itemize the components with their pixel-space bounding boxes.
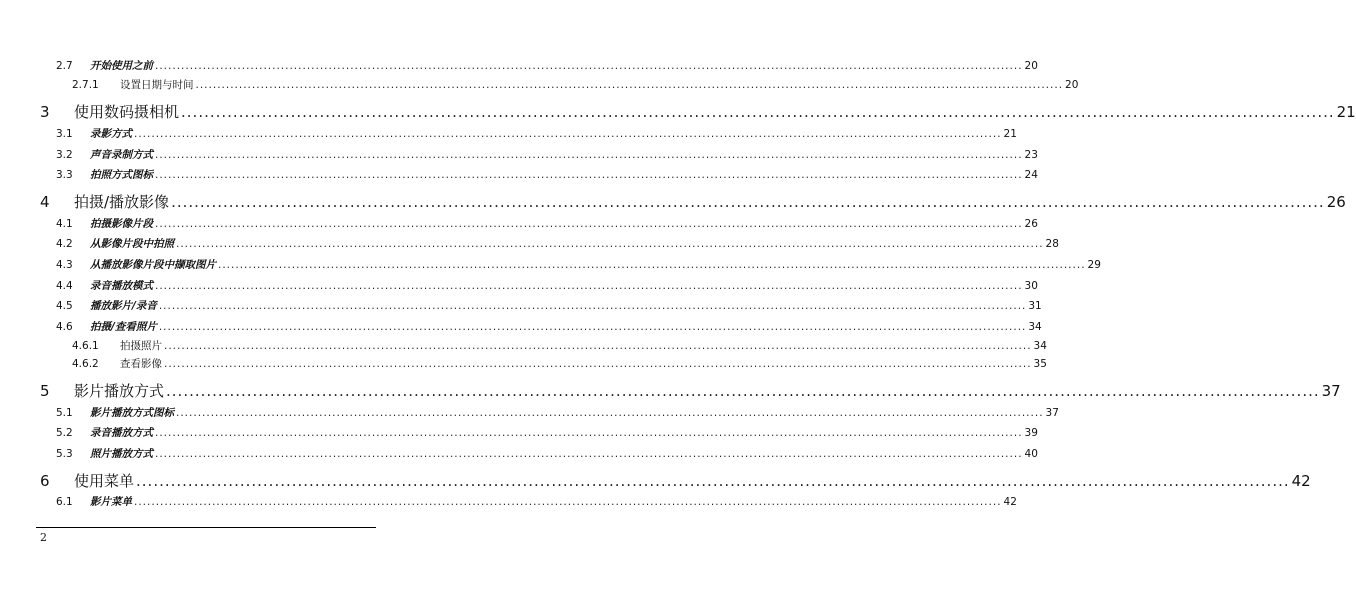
toc-entry-number: 4.2 — [56, 238, 73, 250]
toc-entry-page: 31 — [1028, 300, 1042, 312]
toc-entry[interactable] — [56, 167, 1038, 182]
toc-entry[interactable] — [56, 319, 1042, 334]
toc-entry-number: 2.7 — [56, 60, 73, 72]
toc-leader-dots: ........................................................................................................................................................................................................ — [136, 472, 1290, 490]
toc-entry-number: 5.1 — [56, 407, 73, 419]
toc-entry-title: 拍摄/播放影像 — [74, 193, 170, 211]
toc-entry-title: 开始使用之前 — [90, 60, 153, 72]
toc-entry[interactable] — [72, 77, 1079, 92]
toc-entry-page: 28 — [1045, 238, 1059, 250]
toc-leader-dots: ........................................................................................................................................................................................................ — [171, 193, 1325, 211]
toc-entry[interactable] — [56, 298, 1042, 313]
footer-divider — [36, 527, 376, 528]
toc-entry[interactable] — [40, 380, 1341, 401]
toc-entry[interactable] — [56, 446, 1038, 461]
toc-entry-page: 26 — [1024, 218, 1038, 230]
toc-entry[interactable] — [56, 278, 1038, 293]
toc-entry[interactable] — [72, 356, 1047, 371]
toc-leader-dots: ........................................................................................................................................................................................................ — [155, 60, 1023, 72]
toc-entry-page: 21 — [1003, 128, 1017, 140]
toc-entry-page: 24 — [1024, 169, 1038, 181]
toc-entry-number: 4.6.2 — [72, 358, 99, 370]
toc-entry[interactable] — [56, 494, 1017, 509]
toc-entry[interactable] — [56, 405, 1059, 420]
toc-entry-title: 使用菜单 — [74, 472, 135, 490]
toc-entry-title: 影片播放方式图标 — [90, 407, 174, 419]
toc-entry[interactable] — [56, 147, 1038, 162]
toc-leader-dots: ........................................................................................................................................................................................................ — [181, 103, 1335, 121]
toc-entry-page: 35 — [1033, 358, 1047, 370]
toc-entry-page: 23 — [1024, 149, 1038, 161]
toc-entry[interactable] — [72, 338, 1047, 353]
toc-leader-dots: ........................................................................................................................................................................................................ — [164, 340, 1032, 352]
toc-entry-page: 29 — [1087, 259, 1101, 271]
toc-leader-dots: ........................................................................................................................................................................................................ — [155, 169, 1023, 181]
toc-entry-number: 4 — [40, 193, 50, 211]
toc-entry-page: 37 — [1321, 382, 1341, 400]
toc-entry[interactable] — [40, 191, 1346, 212]
toc-entry-title: 设置日期与时间 — [120, 79, 194, 91]
toc-entry[interactable] — [56, 236, 1059, 251]
toc-entry-number: 3.3 — [56, 169, 73, 181]
toc-entry-title: 照片播放方式 — [90, 448, 153, 460]
toc-entry-number: 3 — [40, 103, 50, 121]
toc-leader-dots: ........................................................................................................................................................................................................ — [164, 358, 1032, 370]
toc-entry-number: 4.3 — [56, 259, 73, 271]
toc-entry-number: 4.4 — [56, 280, 73, 292]
toc-entry[interactable] — [56, 257, 1101, 272]
toc-entry-number: 5.3 — [56, 448, 73, 460]
toc-entry-number: 4.5 — [56, 300, 73, 312]
toc-entry-title: 录音播放方式 — [90, 427, 153, 439]
toc-leader-dots: ........................................................................................................................................................................................................ — [155, 280, 1023, 292]
toc-entry-page: 26 — [1326, 193, 1346, 211]
toc-entry[interactable] — [40, 101, 1356, 122]
toc-entry-number: 6.1 — [56, 496, 73, 508]
toc-entry-number: 3.1 — [56, 128, 73, 140]
toc-entry-page: 34 — [1033, 340, 1047, 352]
toc-entry-title: 拍照方式图标 — [90, 169, 153, 181]
toc-entry-page: 37 — [1045, 407, 1059, 419]
toc-entry-number: 4.6.1 — [72, 340, 99, 352]
toc-entry-page: 21 — [1336, 103, 1356, 121]
toc-leader-dots: ........................................................................................................................................................................................................ — [155, 427, 1023, 439]
toc-entry-title: 录影方式 — [90, 128, 132, 140]
toc-entry-title: 从影像片段中拍照 — [90, 238, 174, 250]
toc-entry-title: 拍摄影像片段 — [90, 218, 153, 230]
toc-entry-title: 影片菜单 — [90, 496, 132, 508]
toc-entry-page: 20 — [1024, 60, 1038, 72]
toc-leader-dots: ........................................................................................................................................................................................................ — [176, 407, 1044, 419]
toc-entry-number: 4.6 — [56, 321, 73, 333]
toc-entry-number: 5 — [40, 382, 50, 400]
toc-leader-dots: ........................................................................................................................................................................................................ — [155, 149, 1023, 161]
toc-entry[interactable] — [56, 425, 1038, 440]
toc-entry[interactable] — [56, 58, 1038, 73]
toc-entry-number: 2.7.1 — [72, 79, 99, 91]
toc-entry-title: 拍摄照片 — [120, 340, 162, 352]
toc-leader-dots: ........................................................................................................................................................................................................ — [166, 382, 1320, 400]
toc-leader-dots: ........................................................................................................................................................................................................ — [134, 496, 1002, 508]
toc-entry-number: 3.2 — [56, 149, 73, 161]
toc-entry-number: 6 — [40, 472, 50, 490]
toc-entry-page: 42 — [1291, 472, 1311, 490]
toc-entry-title: 录音播放模式 — [90, 280, 153, 292]
toc-leader-dots: ........................................................................................................................................................................................................ — [134, 128, 1002, 140]
toc-leader-dots: ........................................................................................................................................................................................................ — [155, 218, 1023, 230]
toc-entry-page: 39 — [1024, 427, 1038, 439]
toc-entry-title: 拍摄/查看照片 — [90, 321, 157, 333]
toc-entry-page: 34 — [1028, 321, 1042, 333]
toc-leader-dots: ........................................................................................................................................................................................................ — [155, 448, 1023, 460]
toc-entry[interactable] — [40, 470, 1311, 491]
toc-entry[interactable] — [56, 216, 1038, 231]
toc-entry-title: 声音录制方式 — [90, 149, 153, 161]
toc-entry-number: 5.2 — [56, 427, 73, 439]
toc-entry-title: 影片播放方式 — [74, 382, 165, 400]
toc-leader-dots: ........................................................................................................................................................................................................ — [158, 321, 1027, 333]
toc-entry-title: 播放影片/录音 — [90, 300, 157, 312]
toc-leader-dots: ........................................................................................................................................................................................................ — [158, 300, 1027, 312]
toc-entry-number: 4.1 — [56, 218, 73, 230]
page-number: 2 — [40, 531, 47, 544]
toc-entry-title: 使用数码摄相机 — [74, 103, 180, 121]
toc-entry-page: 40 — [1024, 448, 1038, 460]
toc-entry[interactable] — [56, 126, 1017, 141]
toc-entry-title: 从播放影像片段中撷取图片 — [90, 259, 216, 271]
toc-leader-dots: ........................................................................................................................................................................................................ — [176, 238, 1044, 250]
toc-entry-title: 查看影像 — [120, 358, 162, 370]
toc-leader-dots: ........................................................................................................................................................................................................ — [195, 79, 1064, 91]
toc-entry-page: 42 — [1003, 496, 1017, 508]
toc-entry-page: 30 — [1024, 280, 1038, 292]
toc-entry-page: 20 — [1065, 79, 1079, 91]
toc-leader-dots: ........................................................................................................................................................................................................ — [218, 259, 1086, 271]
